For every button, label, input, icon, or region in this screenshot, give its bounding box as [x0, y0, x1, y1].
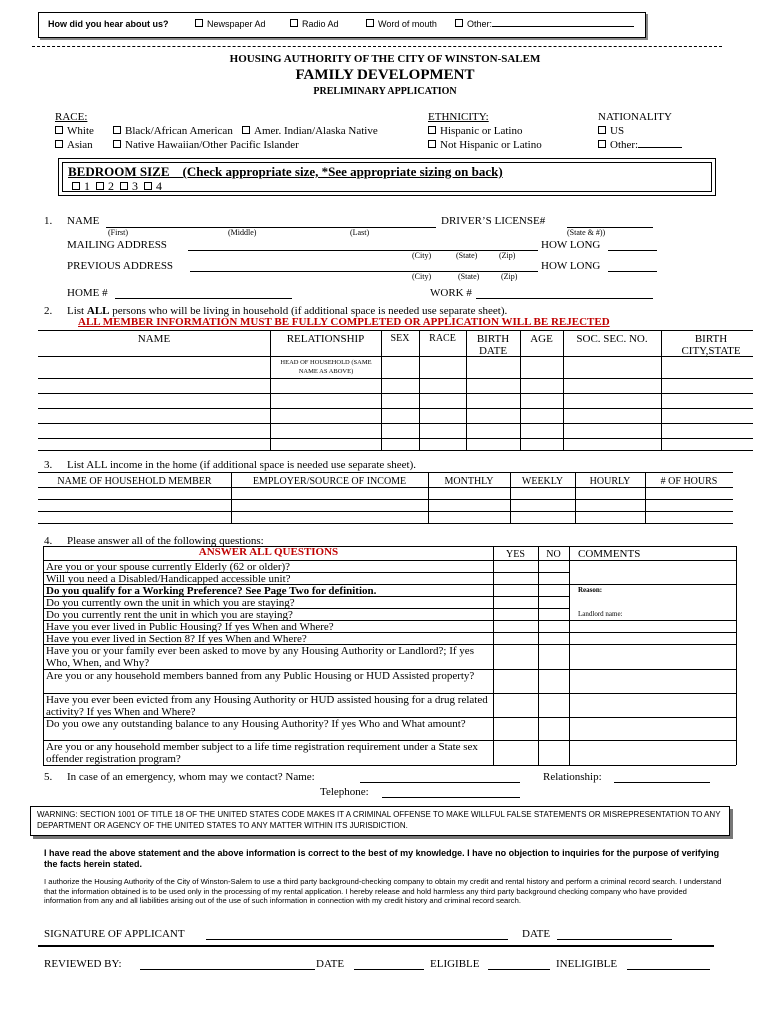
column-header: SOC. SEC. NO. — [576, 333, 648, 345]
reason-label: Reason: — [578, 586, 603, 594]
column-header: BIRTH DATE — [476, 333, 510, 357]
work-phone-field[interactable] — [476, 298, 653, 299]
option-label: US — [610, 125, 625, 137]
reviewed-by-label: REVIEWED BY: — [44, 958, 122, 970]
relationship-field[interactable] — [614, 782, 710, 783]
column-header: NAME — [137, 333, 171, 345]
option-label: Newspaper Ad — [207, 19, 266, 29]
checkbox[interactable] — [290, 19, 298, 27]
questions-intro: Please answer all of the following questions: — [67, 535, 264, 547]
option-label: 2 — [108, 179, 114, 193]
mailing-label: MAILING ADDRESS — [67, 239, 167, 251]
race-amer-indian[interactable] — [242, 125, 378, 137]
hear-word[interactable] — [366, 19, 437, 29]
option-label: Native Hawaiian/Other Pacific Islander — [125, 139, 299, 151]
question-own-unit: Do you currently own the unit in which you are staying? — [46, 597, 295, 609]
column-header: RACE — [429, 333, 456, 344]
state-hint: (State) — [456, 251, 478, 260]
middle-hint: (Middle) — [228, 228, 257, 237]
checkbox[interactable] — [598, 126, 606, 134]
bedroom-4[interactable] — [144, 179, 162, 193]
how-long-field[interactable] — [608, 271, 657, 272]
option-label: Hispanic or Latino — [440, 125, 523, 137]
checkbox[interactable] — [72, 182, 80, 190]
signature-field[interactable] — [206, 939, 508, 940]
reviewed-by-field[interactable] — [140, 969, 315, 970]
head-of-household-note: HEAD OF HOUSEHOLD (SAME NAME AS ABOVE) — [280, 359, 372, 375]
eligible-label: ELIGIBLE — [430, 958, 480, 970]
authorization-text: I authorize the Housing Authority of the City of Winston-Salem to use a third party background-checking company to obtain my credit and rental history and perform a criminal record search. I understand that the information obtained is to be used only in the processing of my rental application. I hereby release and hold harmless any third party background checking company who have provided information from any and all liabilities arising out of the use of such information in connection with my credit history and criminal record search. — [44, 877, 722, 906]
nationality-label: NATIONALITY — [598, 111, 672, 123]
option-label: Word of mouth — [378, 19, 437, 29]
checkbox[interactable] — [428, 140, 436, 148]
hear-other[interactable] — [455, 19, 634, 29]
race-white[interactable] — [55, 125, 94, 137]
question-balance: Do you owe any outstanding balance to any Housing Authority? If yes Who and What amount? — [46, 718, 466, 730]
ineligible-label: INELIGIBLE — [556, 958, 618, 970]
city-hint: (City) — [412, 272, 432, 281]
checkbox[interactable] — [144, 182, 152, 190]
column-header: RELATIONSHIP — [286, 333, 365, 345]
name-field[interactable] — [106, 227, 436, 228]
how-long-label: HOW LONG — [541, 260, 601, 272]
checkbox[interactable] — [96, 182, 104, 190]
emergency-label: In case of an emergency, whom may we contact? Name: — [67, 771, 315, 783]
bedroom-2[interactable] — [96, 179, 114, 193]
column-header: AGE — [530, 333, 553, 345]
question-registration: Are you or any household member subject to a life time registration requirement under a State sex offender registration program? — [46, 741, 478, 765]
hear-question: How did you hear about us? — [48, 19, 169, 29]
review-date-field[interactable] — [354, 969, 424, 970]
signature-date-field[interactable] — [557, 939, 672, 940]
warning-text: WARNING: SECTION 1001 OF TITLE 18 OF THE UNITED STATES CODE MAKES IT A CRIMINAL OFFENSE TO MAKE WILLFUL FALSE STATEMENTS OR MISREPRESENTATION TO ANY DEPARTMENT OR AGENCY OF THE UNITED STATES TO ANY MATTER WITHIN ITS JURISDICTION. — [37, 810, 721, 830]
option-label: 4 — [156, 179, 162, 193]
hear-newspaper[interactable] — [195, 19, 266, 29]
section-number: 2. — [44, 305, 53, 317]
previous-label: PREVIOUS ADDRESS — [67, 260, 174, 272]
column-header: EMPLOYER/SOURCE OF INCOME — [252, 476, 407, 487]
column-header: NAME OF HOUSEHOLD MEMBER — [57, 476, 212, 487]
page-title: FAMILY DEVELOPMENT — [295, 67, 475, 83]
comments-header: COMMENTS — [578, 548, 641, 560]
questions-header: ANSWER ALL QUESTIONS — [198, 546, 339, 558]
landlord-label: Landlord name: — [578, 610, 623, 618]
option-label: Radio Ad — [302, 19, 339, 29]
option-label: White — [67, 125, 94, 137]
zip-hint: (Zip) — [499, 251, 516, 260]
checkbox[interactable] — [598, 140, 606, 148]
section-number: 5. — [44, 771, 53, 783]
question-working-preference: Do you qualify for a Working Preference? See Page Two for definition. — [46, 585, 377, 597]
name-label: NAME — [67, 215, 100, 227]
section-number: 4. — [44, 535, 53, 547]
checkbox[interactable] — [120, 182, 128, 190]
state-hint: (State) — [458, 272, 480, 281]
column-header: MONTHLY — [444, 476, 494, 487]
checkbox[interactable] — [455, 19, 463, 27]
work-phone-label: WORK # — [430, 287, 472, 299]
question-evicted: Have you ever been evicted from any Housing Authority or HUD assisted housing for a drug related activity? If yes When and Where? — [46, 694, 488, 718]
checkbox[interactable] — [113, 140, 121, 148]
checkbox[interactable] — [55, 126, 63, 134]
signature-date-label: DATE — [522, 928, 551, 940]
option-label: Black/African American — [125, 125, 233, 137]
page-subtitle: PRELIMINARY APPLICATION — [313, 86, 457, 97]
members-warning: ALL MEMBER INFORMATION MUST BE FULLY COMPLETED OR APPLICATION WILL BE REJECTED — [78, 316, 610, 328]
divider — [38, 945, 714, 947]
question-public-housing: Have you ever lived in Public Housing? If yes When and Where? — [46, 621, 334, 633]
income-intro: List ALL income in the home (if additional space is needed use separate sheet). — [67, 459, 417, 471]
race-asian[interactable] — [55, 139, 93, 151]
yes-header: YES — [506, 549, 525, 560]
bedroom-3[interactable] — [120, 179, 138, 193]
how-long-label: HOW LONG — [541, 239, 601, 251]
no-header: NO — [546, 549, 561, 560]
option-label: 3 — [132, 179, 138, 193]
zip-hint: (Zip) — [501, 272, 518, 281]
column-header: # OF HOURS — [660, 476, 718, 487]
eligible-field[interactable] — [488, 969, 550, 970]
question-disabled: Will you need a Disabled/Handicapped accessible unit? — [46, 573, 291, 585]
question-elderly: Are you or your spouse currently Elderly (62 or older)? — [46, 561, 291, 573]
column-header: BIRTH CITY,STATE — [681, 333, 741, 357]
option-label: 1 — [84, 179, 90, 193]
ethnicity-not-hispanic[interactable] — [428, 139, 542, 151]
dashed-separator — [32, 46, 722, 47]
bedroom-sizes — [72, 179, 162, 194]
certification-text: I have read the above statement and the above information is correct to the best of my knowledge. I have no objection to inquiries for the purpose of verifying the facts herein stated. — [44, 848, 720, 869]
checkbox[interactable] — [428, 126, 436, 134]
first-hint: (First) — [108, 228, 128, 237]
race-hawaiian[interactable] — [113, 139, 299, 151]
bedroom-1[interactable] — [72, 179, 90, 193]
ineligible-field[interactable] — [627, 969, 710, 970]
column-header: WEEKLY — [521, 476, 564, 487]
checkbox[interactable] — [113, 126, 121, 134]
question-section-8: Have you ever lived in Section 8? If yes When and Where? — [46, 633, 307, 645]
telephone-field[interactable] — [382, 797, 520, 798]
option-label: Other: — [467, 19, 493, 29]
signature-label: SIGNATURE OF APPLICANT — [44, 928, 185, 940]
nationality-us[interactable] — [598, 125, 624, 137]
race-label: RACE: — [55, 111, 88, 123]
agency-name: HOUSING AUTHORITY OF THE CITY OF WINSTON-SALEM — [229, 53, 541, 65]
checkbox[interactable] — [55, 140, 63, 148]
checkbox[interactable] — [242, 126, 250, 134]
question-rent-unit: Do you currently rent the unit in which you are staying? — [46, 609, 293, 621]
question-banned: Are you or any household members banned from any Public Housing or HUD Assisted property? — [46, 670, 475, 682]
nationality-other[interactable] — [598, 139, 682, 151]
relationship-label: Relationship: — [543, 771, 602, 783]
race-black[interactable] — [113, 125, 233, 137]
option-label: Asian — [67, 139, 93, 151]
option-label: Amer. Indian/Alaska Native — [254, 125, 378, 137]
state-hint: (State & #)) — [567, 228, 606, 237]
bedroom-title: BEDROOM SIZE (Check appropriate size, *See appropriate sizing on back) — [68, 164, 503, 179]
license-label: DRIVER’S LICENSE# — [441, 215, 546, 227]
checkbox[interactable] — [195, 19, 203, 27]
hear-radio[interactable] — [290, 19, 339, 29]
column-header: HOURLY — [589, 476, 631, 487]
city-hint: (City) — [412, 251, 432, 260]
telephone-label: Telephone: — [320, 786, 369, 798]
mailing-field[interactable] — [188, 250, 538, 251]
option-label: Other: — [610, 139, 639, 151]
checkbox[interactable] — [366, 19, 374, 27]
review-date-label: DATE — [316, 958, 345, 970]
last-hint: (Last) — [350, 228, 370, 237]
intro-text: persons who will be living in household (if additional space is needed use separate sheet). — [109, 305, 508, 317]
question-asked-to-move: Have you or your family ever been asked to move by any Housing Authority or Landlord?; If yes Who, When, and Why? — [46, 645, 474, 669]
intro-emphasis: ALL — [86, 305, 110, 317]
section-number: 3. — [44, 459, 53, 471]
emergency-name-field[interactable] — [360, 782, 520, 783]
previous-field[interactable] — [190, 271, 538, 272]
ethnicity-hispanic[interactable] — [428, 125, 522, 137]
option-label: Not Hispanic or Latino — [440, 139, 542, 151]
home-phone-label: HOME # — [67, 287, 108, 299]
column-header: SEX — [390, 333, 410, 344]
how-long-field[interactable] — [608, 250, 657, 251]
home-phone-field[interactable] — [115, 298, 292, 299]
section-number: 1. — [44, 215, 53, 227]
ethnicity-label: ETHNICITY: — [428, 111, 489, 123]
intro-text: List — [67, 305, 87, 317]
